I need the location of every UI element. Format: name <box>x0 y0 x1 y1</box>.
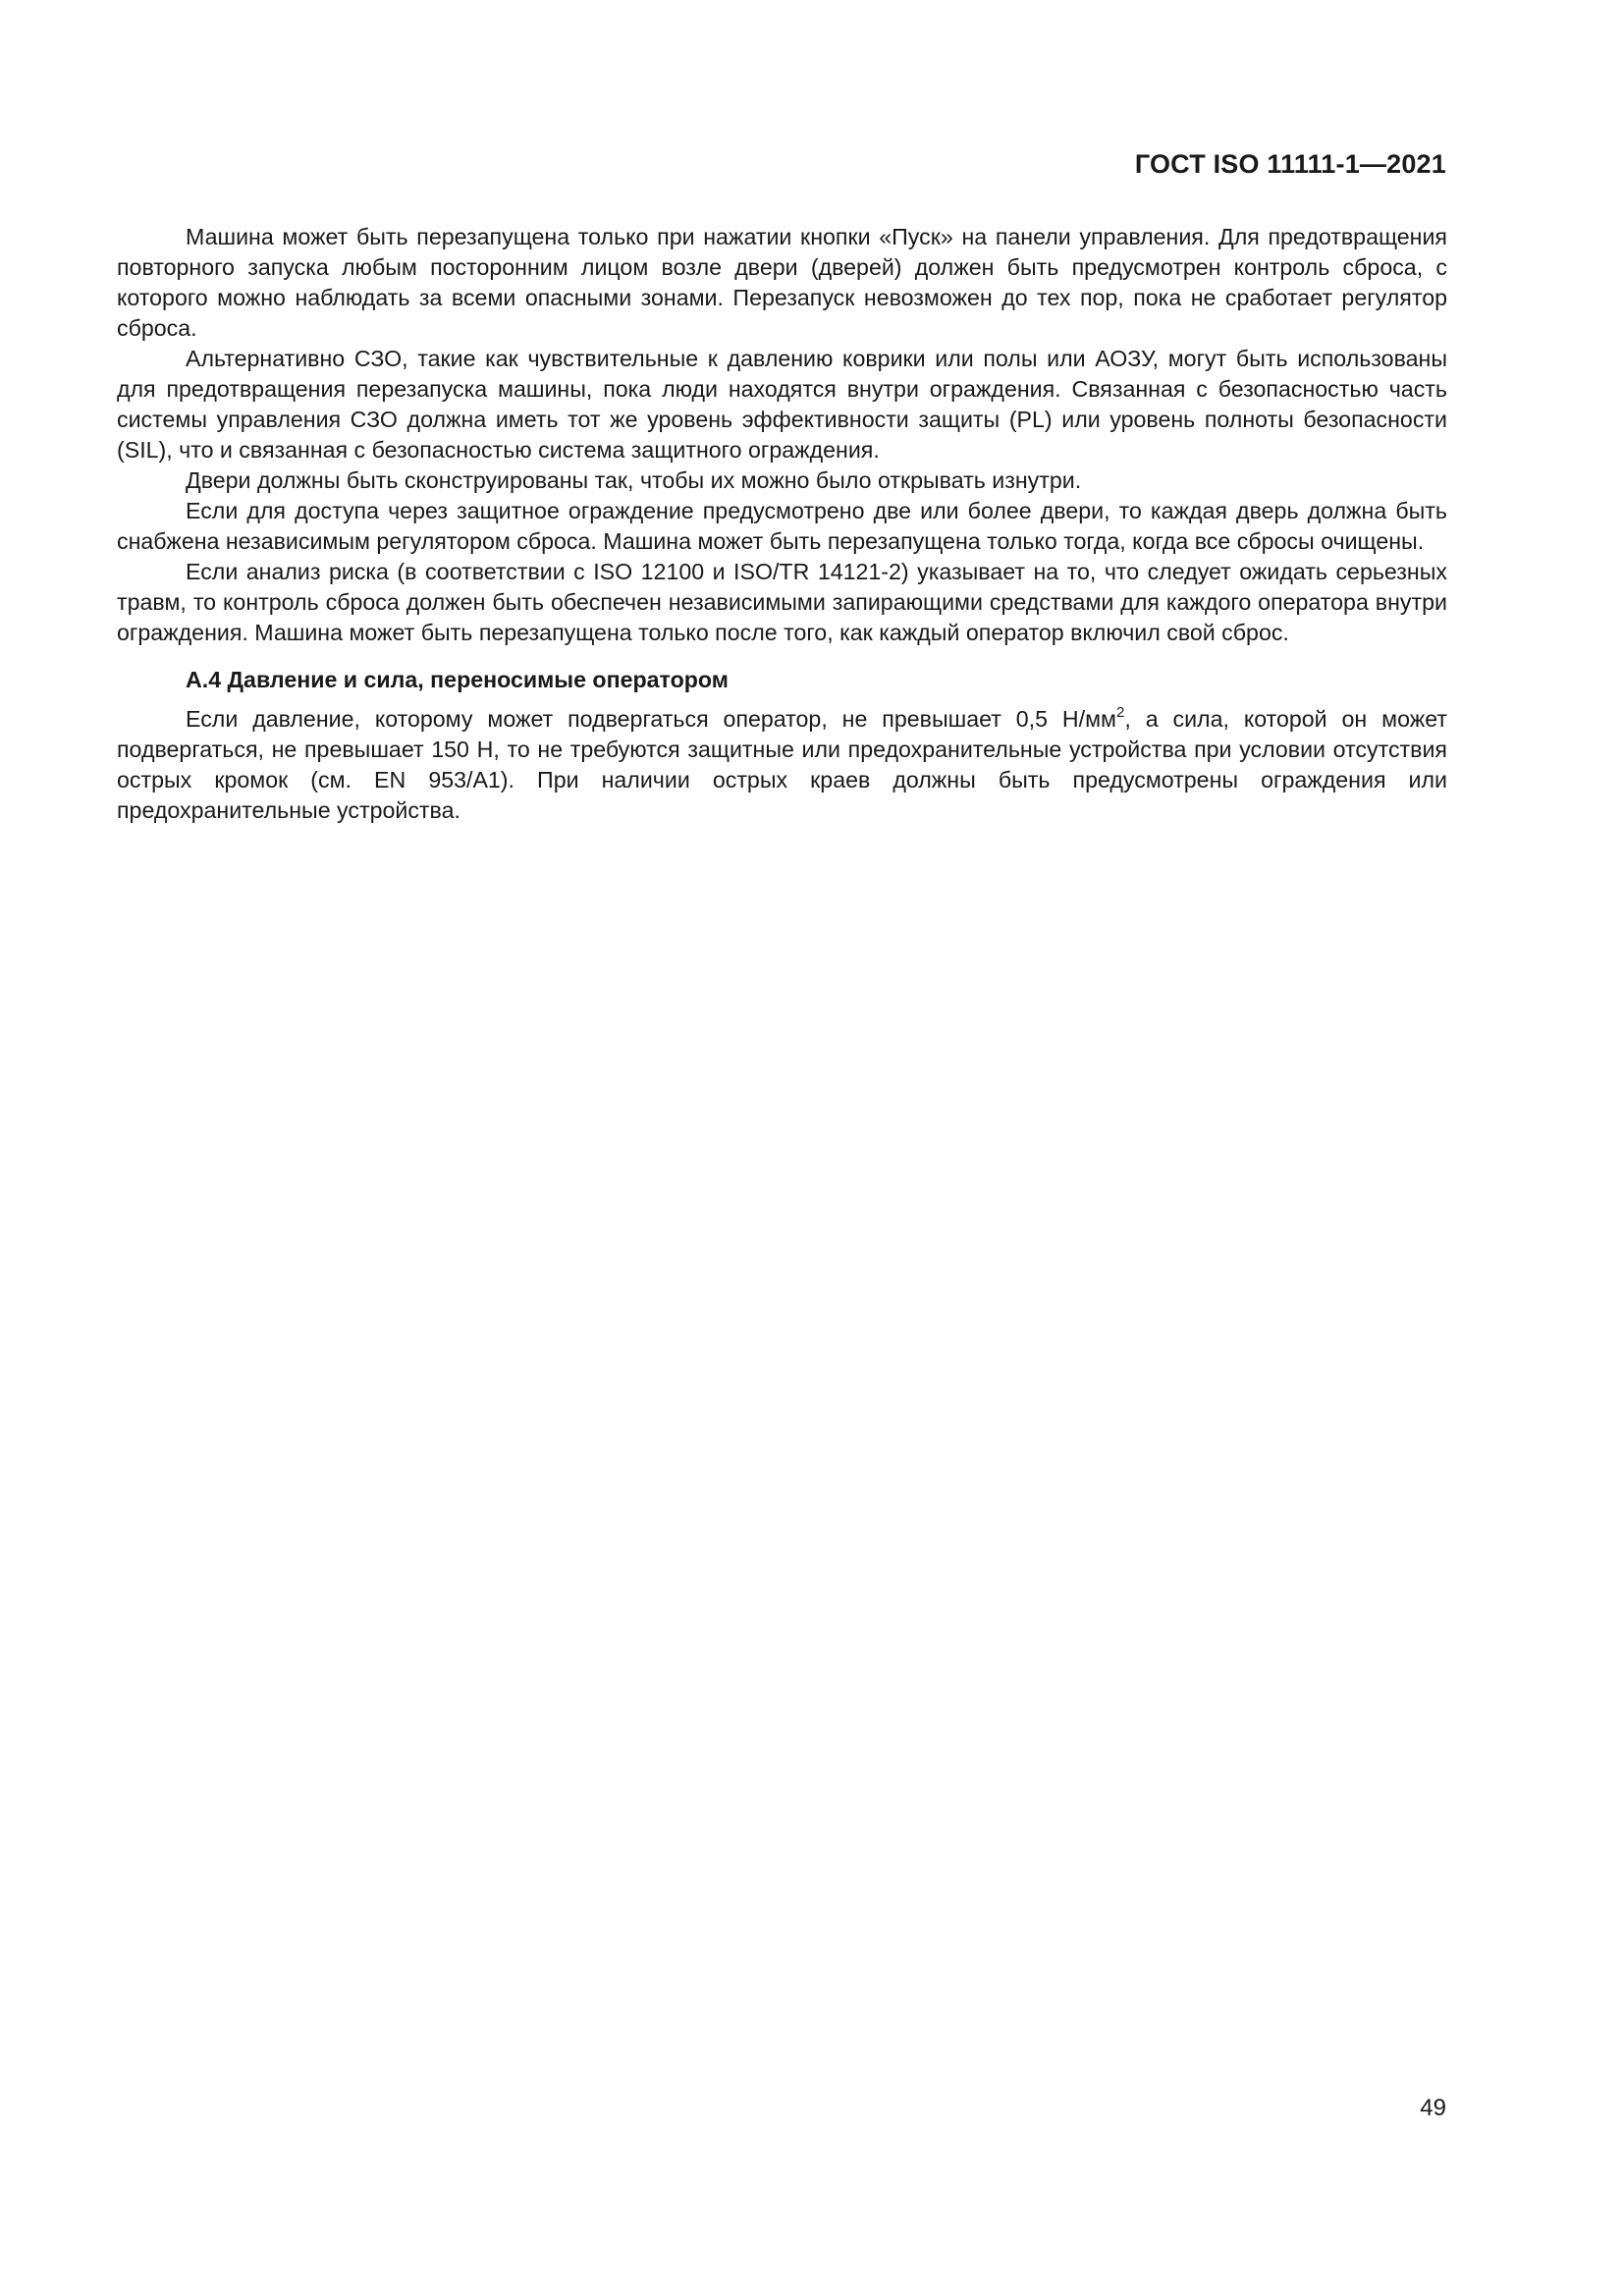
paragraph-pressure-and-force <box>117 704 1447 826</box>
paragraph-alternative-protective-devices: Альтернативно СЗО, такие как чувствительные к давлению коврики или полы или АОЗУ, могут быть использованы для предотвращения перезапуска машины, пока люди находятся внутри ограждения. Связанная с безопасностью часть системы управления СЗО должна иметь тот же уровень эффективности защиты (PL) или уровень полноты безопасности (SIL), что и связанная с безопасностью система защитного ограждения. <box>117 346 1447 463</box>
page-number: 49 <box>1420 2095 1446 2121</box>
paragraph-multiple-doors-reset: Если для доступа через защитное ограждение предусмотрено две или более двери, то каждая дверь должна быть снабжена независимым регулятором сброса. Машина может быть перезапущена только тогда, когда все сбросы очищены. <box>117 498 1447 554</box>
pressure-text-start: Если давление, которому может подвергаться оператор, не превышает 0,5 Н/мм <box>186 706 1116 732</box>
document-body <box>117 222 1447 826</box>
paragraph-doors-open-from-inside: Двери должны быть сконструированы так, чтобы их можно было открывать изнутри. <box>186 467 1082 493</box>
pressure-text-end: , а сила, которой он может подвергаться, не превышает 150 Н, то не требуются защитные или предохранительные устройства при условии отсутствия острых кромок (см. EN 953/A1). При наличии острых краев должны быть предусмотрены ограждения или предохранительные устройства. <box>117 706 1447 823</box>
paragraph-restart-start-button: Машина может быть перезапущена только при нажатии кнопки «Пуск» на панели управления. Для предотвращения повторного запуска любым посторонним лицом возле двери (дверей) должен быть предусмотрен контроль сброса, с которого можно наблюдать за всеми опасными зонами. Перезапуск невозможен до тех пор, пока не сработает регулятор сброса. <box>117 224 1447 341</box>
section-heading-a4: А.4 Давление и сила, переносимые оператором <box>186 667 729 692</box>
paragraph-risk-analysis-locking: Если анализ риска (в соответствии с ISO 12100 и ISO/TR 14121-2) указывает на то, что следует ожидать серьезных травм, то контроль сброса должен быть обеспечен независимыми запирающими средствами для каждого оператора внутри ограждения. Машина может быть перезапущена только после того, как каждый оператор включил свой сброс. <box>117 559 1447 645</box>
superscript-exponent: 2 <box>1116 704 1125 722</box>
document-header-standard-id: ГОСТ ISO 11111-1—2021 <box>1134 149 1446 179</box>
